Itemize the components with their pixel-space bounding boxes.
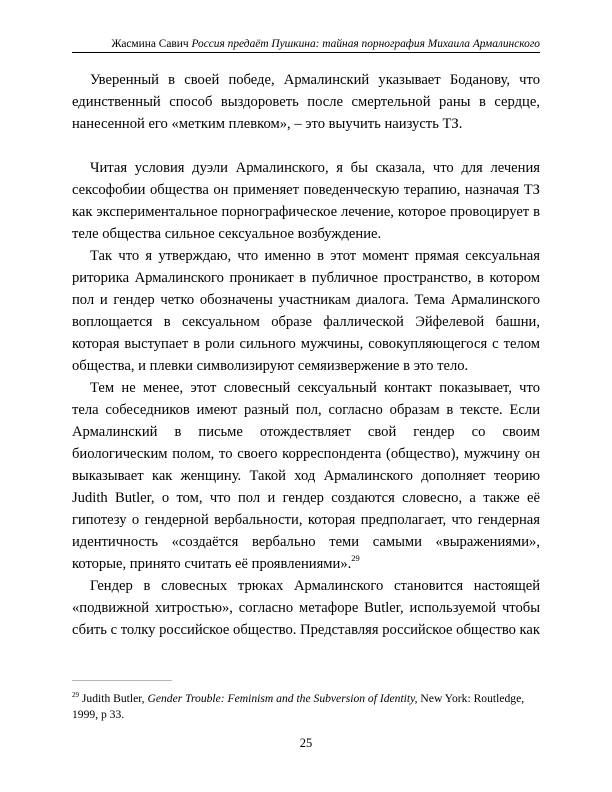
header-title: Россия предаёт Пушкина: тайная порнография Михаила Армалинского [191, 38, 540, 50]
body-text [72, 69, 540, 641]
header-rule [72, 52, 540, 53]
footnote-publisher: New York: Routledge, 1999, p 33. [72, 692, 525, 721]
footnote-author: Judith Butler, [81, 692, 148, 705]
paragraph-5: Гендер в словесных трюках Армалинского становится настоящей «подвижной хитростью», согласно метафоре Butler, используемой чтобы сбить с толку российское общество. Представляя российское общество как [72, 578, 540, 638]
paragraph-4-text: Тем не менее, этот словесный сексуальный контакт показывает, что тела собеседников имеют разный пол, согласно образам в тексте. Если Армалинский в письме отождествляет свой гендер со своим биологическим полом, то своего корреспондента (общество), мужчину он выказывает как женщину. Такой ход Армалинского дополняет теорию Judith Butler, о том, что пол и гендер создаются словесно, а также её гипотезу о гендерной вербальности, которая предполагает, что гендерная идентичность «создаётся вербально теми самыми «выражениями», которые, принято считать её проявлениями». [72, 380, 540, 572]
footnote-rule [72, 680, 172, 681]
footnote-number: 29 [72, 691, 79, 699]
page-number: 25 [299, 736, 313, 750]
footnote-title: Gender Trouble: Feminism and the Subversion of Identity, [147, 692, 418, 705]
running-header [72, 37, 540, 51]
footnote-reference[interactable]: 29 [351, 553, 360, 563]
header-author: Жасмина Савич [111, 38, 189, 50]
footnote [72, 691, 540, 723]
paragraph-4 [72, 377, 540, 575]
paragraph-2: Читая условия дуэли Армалинского, я бы сказала, что для лечения сексофобии общества он применяет поведенческую терапию, назначая ТЗ как экспериментальное порнографическое лечение, которое провоцирует в теле общества сильное сексуальное возбуждение. [72, 160, 540, 242]
paragraph-1: Уверенный в своей победе, Армалинский указывает Боданову, что единственный способ выздороветь после смертельной раны в сердце, нанесенной его «метким плевком», – это выучить наизусть ТЗ. [72, 72, 540, 132]
paragraph-3: Так что я утверждаю, что именно в этот момент прямая сексуальная риторика Армалинского проникает в публичное пространство, в котором пол и гендер четко обозначены участникам диалога. Тема Армалинского воплощается в сексуальном образе фаллической Эйфелевой башни, которая выступает в роли сильного мужчины, совокупляющегося с телом общества, и плевки символизируют семяизвержение в это тело. [72, 248, 540, 374]
